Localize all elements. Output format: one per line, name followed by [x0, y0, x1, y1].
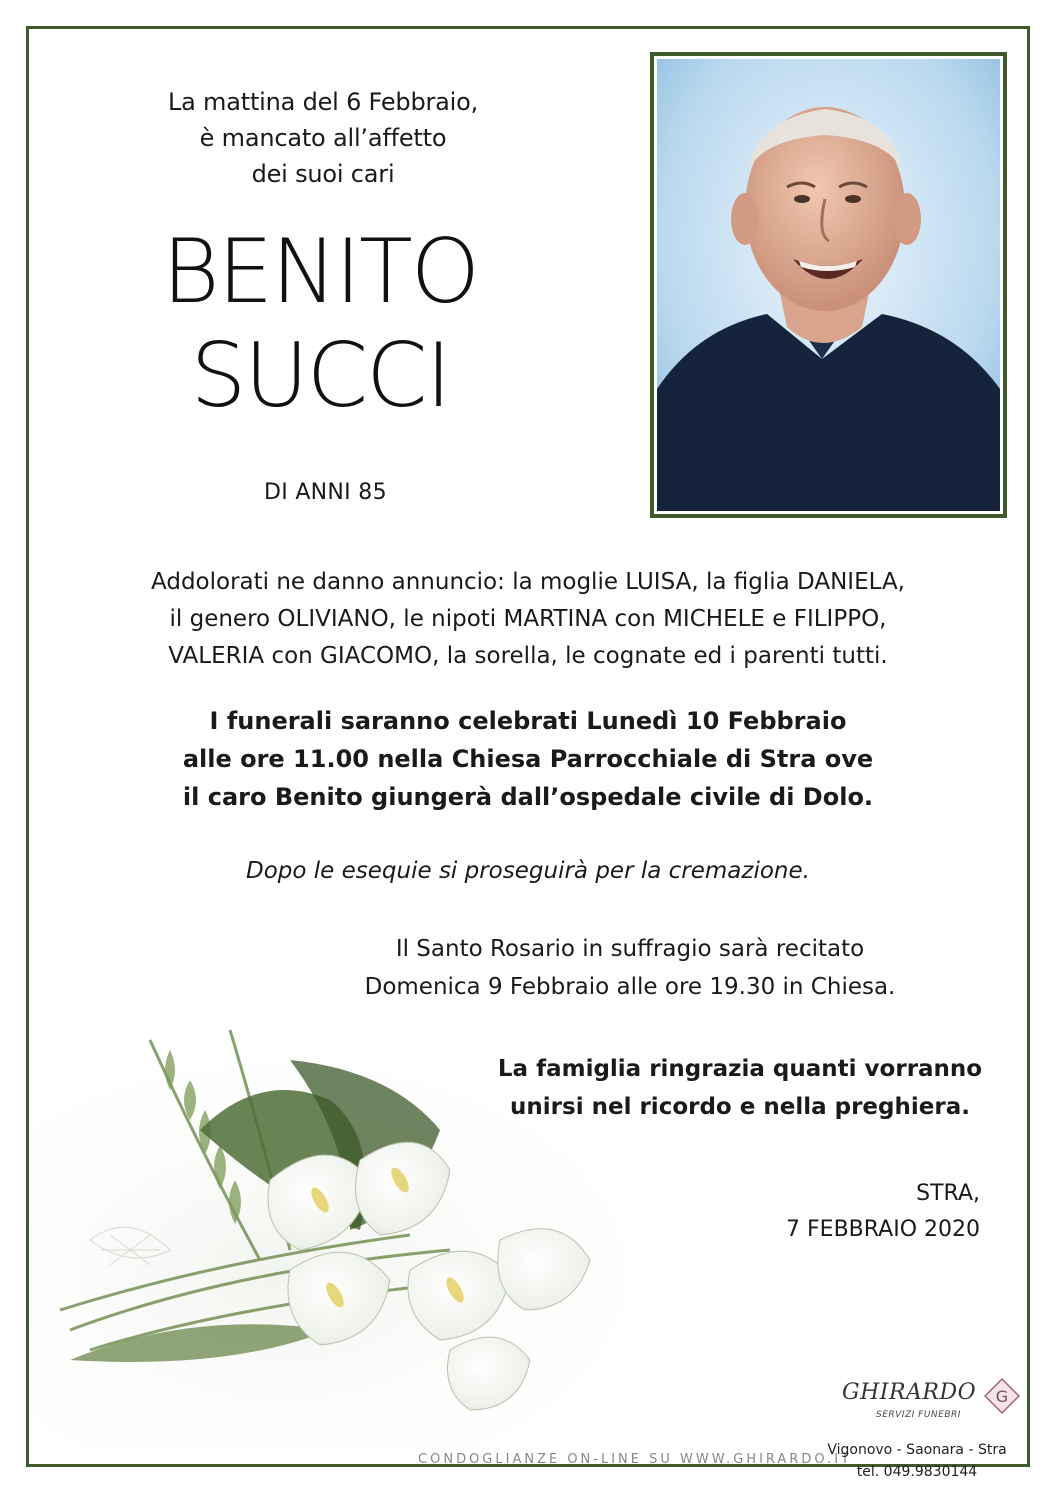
family-thanks: [430, 1050, 1050, 1126]
intro-text: [108, 84, 538, 192]
monogram-letter: G: [995, 1387, 1009, 1406]
rosary-line: Domenica 9 Febbraio alle ore 19.30 in Chiesa.: [364, 974, 896, 1000]
funeral-home-towns: Vigonovo - Saonara - Stra: [827, 1442, 1007, 1458]
place: STRA,: [916, 1181, 980, 1206]
funeral-details: [60, 702, 996, 816]
last-name: SUCCI: [190, 324, 450, 427]
announcement-line: VALERIA con GIACOMO, la sorella, le cognate ed i parenti tutti.: [168, 643, 888, 669]
portrait-frame: [650, 52, 1007, 518]
funeral-home-name: GHIRARDO: [842, 1380, 977, 1405]
rosary-line: Il Santo Rosario in suffragio sarà recitato: [395, 936, 865, 962]
rosary-notice: [300, 930, 960, 1006]
announcement-line: Addolorati ne danno annuncio: la moglie LUISA, la figlia DANIELA,: [151, 569, 905, 595]
deceased-name: [150, 220, 490, 428]
place-and-date: [760, 1176, 1000, 1248]
funeral-home-phone: tel. 049.9830144: [856, 1464, 978, 1480]
family-announcement: [60, 564, 996, 675]
date: 7 FEBBRAIO 2020: [786, 1217, 980, 1242]
thanks-line: unirsi nel ricordo e nella preghiera.: [510, 1094, 970, 1120]
intro-line: dei suoi cari: [251, 160, 395, 188]
funeral-line: il caro Benito giungerà dall’ospedale civile di Dolo.: [182, 783, 874, 811]
funeral-line: alle ore 11.00 nella Chiesa Parrocchiale di Stra ove: [182, 745, 874, 773]
funeral-line: I funerali saranno celebrati Lunedì 10 Febbraio: [209, 707, 847, 735]
intro-line: La mattina del 6 Febbraio,: [167, 88, 479, 116]
first-name: BENITO: [161, 220, 479, 323]
announcement-line: il genero OLIVIANO, le nipoti MARTINA con MICHELE e FILIPPO,: [169, 606, 887, 632]
funeral-home-subtitle: SERVIZI FUNEBRI: [876, 1410, 961, 1420]
portrait-photo: [657, 59, 1000, 511]
monogram-logo-icon: [982, 1376, 1022, 1416]
deceased-age: DI ANNI 85: [264, 480, 387, 505]
condolences-text: CONDOGLIANZE ON-LINE SU WWW.GHIRARDO.IT: [418, 1452, 852, 1467]
cremation-note: Dopo le esequie si proseguirà per la cremazione.: [246, 858, 810, 884]
intro-line: è mancato all’affetto: [199, 124, 447, 152]
funeral-home-logo: [827, 1374, 1028, 1494]
thanks-line: La famiglia ringrazia quanti vorranno: [497, 1056, 983, 1082]
